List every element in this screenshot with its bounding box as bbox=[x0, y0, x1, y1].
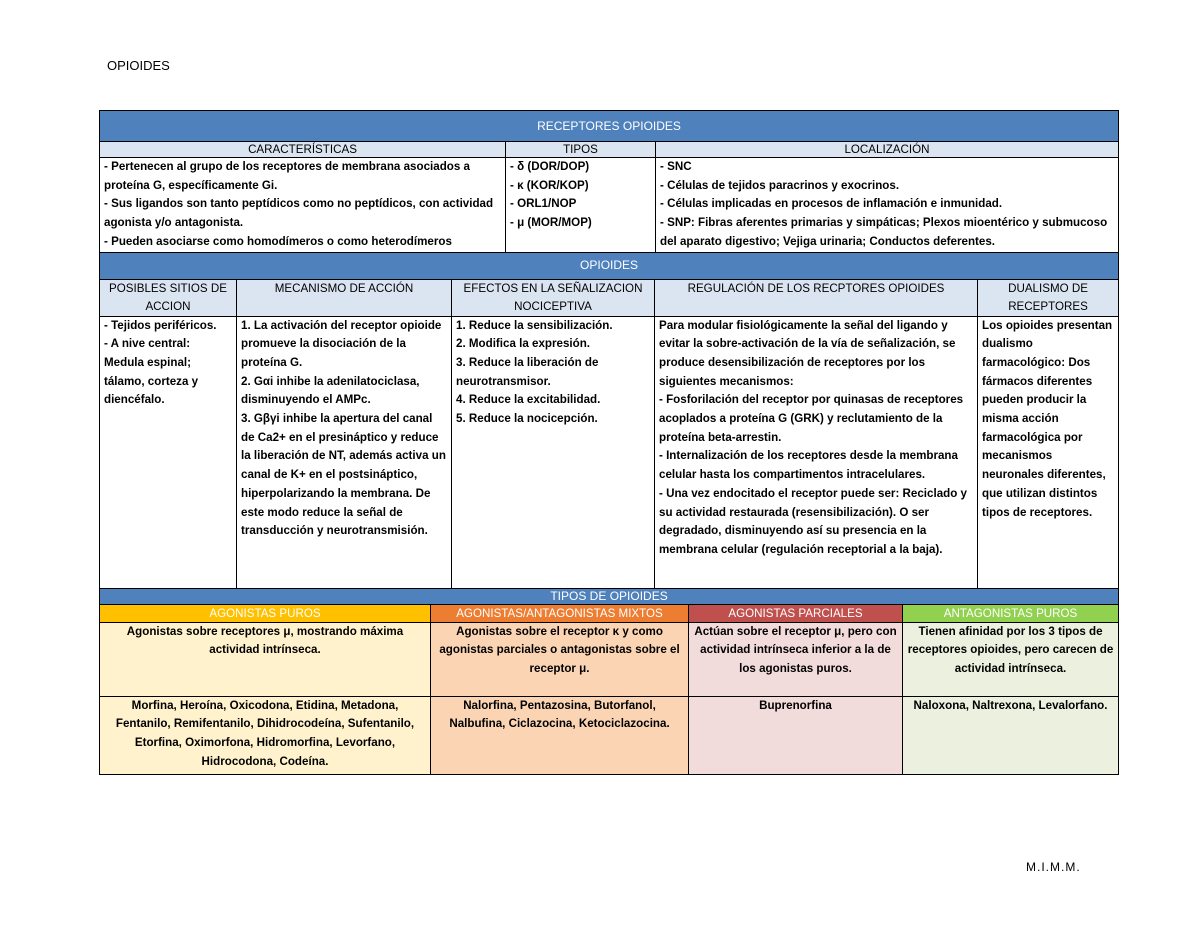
mixtos-descripcion: Agonistas sobre el receptor κ y como agonistas parciales o antagonistas sobre el receptor μ. bbox=[431, 622, 689, 696]
efecto-item: 5. Reduce la nocicepción. bbox=[456, 412, 598, 426]
mecanismo-item: 2. Gαi inhibe la adenilatociclasa, disminuyendo el AMPc. bbox=[241, 374, 420, 407]
regulacion-item: - Internalización de los receptores desde la membrana celular hasta los compartimentos intracelulares. bbox=[659, 449, 958, 482]
dualismo-cell: Los opioides presentan dualismo farmacológico: Dos fármacos diferentes pueden producir la misma acción farmacológica por mecanismos neuronales diferentes, que utilizan distintos tipos de receptores. bbox=[978, 316, 1119, 588]
efecto-item: 2. Modifica la expresión. bbox=[456, 337, 591, 351]
parciales-ejemplos: Buprenorfina bbox=[689, 696, 903, 774]
parciales-header: AGONISTAS PARCIALES bbox=[689, 604, 903, 622]
caracteristica-item: - Pertenecen al grupo de los receptores de membrana asociados a proteína G, específicamente Gi. bbox=[104, 160, 470, 192]
caracteristica-item: - Pueden asociarse como homodímeros o como heterodímeros bbox=[104, 234, 452, 248]
agonistas-puros-ejemplos: Morfina, Heroína, Oxicodona, Etidina, Metadona, Fentanilo, Remifentanilo, Dihidrocodeína, Sufentanilo, Etorfina, Oximorfona, Hidromorfina, Levorfano, Hidrocodona, Codeína. bbox=[100, 696, 431, 774]
header-dualismo: DUALISMO DE RECEPTORES bbox=[978, 279, 1119, 316]
agonistas-puros-descripcion: Agonistas sobre receptores μ, mostrando máxima actividad intrínseca. bbox=[100, 622, 431, 696]
efecto-item: 1. Reduce la sensibilización. bbox=[456, 318, 613, 332]
antagonistas-puros-header: ANTAGONISTAS PUROS bbox=[903, 604, 1119, 622]
tipo-item: - ORL1/NOP bbox=[510, 197, 577, 211]
tipo-item: - μ (MOR/MOP) bbox=[510, 216, 592, 230]
sitios-cell bbox=[100, 316, 237, 588]
opioides-title: OPIOIDES bbox=[100, 252, 1119, 279]
localizacion-item: - Células implicadas en procesos de inflamación e inmunidad. bbox=[660, 197, 1003, 211]
localizacion-item: - Células de tejidos paracrinos y exocrinos. bbox=[660, 178, 900, 192]
caracteristicas-cell bbox=[100, 158, 506, 253]
header-caracteristicas: CARACTERÍSTICAS bbox=[100, 142, 506, 158]
footer-initials: M.I.M.M. bbox=[1026, 860, 1081, 874]
tipo-item: - κ (KOR/KOP) bbox=[510, 178, 589, 192]
efectos-cell bbox=[452, 316, 655, 588]
efecto-item: 3. Reduce la liberación de neurotransmisor. bbox=[456, 355, 599, 388]
sitio-item: - A nive central: Medula espinal; tálamo, corteza y diencéfalo. bbox=[104, 337, 199, 407]
page-title: OPIOIDES bbox=[107, 58, 170, 73]
header-localizacion: LOCALIZACIÓN bbox=[656, 142, 1119, 158]
antagonistas-puros-descripcion: Tienen afinidad por los 3 tipos de receptores opioides, pero carecen de actividad intrínseca. bbox=[903, 622, 1119, 696]
caracteristica-item: - Sus ligandos son tanto peptídicos como no peptídicos, con actividad agonista y/o antagonista. bbox=[104, 197, 494, 230]
sitio-item: - Tejidos periféricos. bbox=[104, 318, 217, 332]
mecanismo-item: 3. Gβγi inhibe la apertura del canal de Ca2+ en el presináptico y reduce la liberación de NT, además activa un canal de K+ en el postsináptico, hiperpolarizando la membrana. De este modo reduce la señal de transducción y neurotransmisión. bbox=[241, 412, 446, 538]
localizacion-item: - SNC bbox=[660, 160, 692, 173]
efecto-item: 4. Reduce la excitabilidad. bbox=[456, 393, 601, 407]
header-mecanismo: MECANISMO DE ACCIÓN bbox=[237, 279, 452, 316]
regulacion-cell bbox=[655, 316, 978, 588]
agonistas-puros-header: AGONISTAS PUROS bbox=[100, 604, 431, 622]
parciales-descripcion: Actúan sobre el receptor μ, pero con actividad intrínseca inferior a la de los agonistas puros. bbox=[689, 622, 903, 696]
regulacion-item: - Una vez endocitado el receptor puede ser: Reciclado y su actividad restaurada (resensibilización). O ser degradado, disminuyendo así su presencia en la membrana celular (regulación receptorial a la baja). bbox=[659, 486, 967, 556]
mecanismo-cell bbox=[237, 316, 452, 588]
receptores-title: RECEPTORES OPIOIDES bbox=[100, 111, 1119, 142]
mixtos-ejemplos: Nalorfina, Pentazosina, Butorfanol, Nalbufina, Ciclazocina, Ketociclazocina. bbox=[431, 696, 689, 774]
header-sitios: POSIBLES SITIOS DE ACCION bbox=[100, 279, 237, 316]
receptores-table bbox=[99, 110, 1119, 253]
mecanismo-item: 1. La activación del receptor opioide promueve la disociación de la proteína G. bbox=[241, 318, 442, 369]
header-tipos: TIPOS bbox=[506, 142, 656, 158]
tipos-cell bbox=[506, 158, 656, 253]
opioides-table bbox=[99, 252, 1119, 589]
localizacion-cell bbox=[656, 158, 1119, 253]
tipos-opioides-title: TIPOS DE OPIOIDES bbox=[100, 588, 1119, 604]
opioid-summary-table bbox=[99, 110, 1118, 775]
header-efectos: EFECTOS EN LA SEÑALIZACION NOCICEPTIVA bbox=[452, 279, 655, 316]
header-regulacion: REGULACIÓN DE LOS RECPTORES OPIOIDES bbox=[655, 279, 978, 316]
antagonistas-puros-ejemplos: Naloxona, Naltrexona, Levalorfano. bbox=[903, 696, 1119, 774]
regulacion-item: - Fosforilación del receptor por quinasas de receptores acoplados a proteína G (GRK) y reclutamiento de la proteína beta-arrestin. bbox=[659, 393, 964, 444]
mixtos-header: AGONISTAS/ANTAGONISTAS MIXTOS bbox=[431, 604, 689, 622]
tipo-item: - δ (DOR/DOP) bbox=[510, 160, 590, 173]
tipos-opioides-table bbox=[99, 588, 1119, 775]
localizacion-item: - SNP: Fibras aferentes primarias y simpáticas; Plexos mioentérico y submucoso del aparato digestivo; Vejiga urinaria; Conductos deferentes. bbox=[660, 216, 1108, 248]
regulacion-item: Para modular fisiológicamente la señal del ligando y evitar la sobre-activación de la vía de señalización, se produce desensibilización de receptores por los siguientes mecanismos: bbox=[659, 318, 956, 388]
